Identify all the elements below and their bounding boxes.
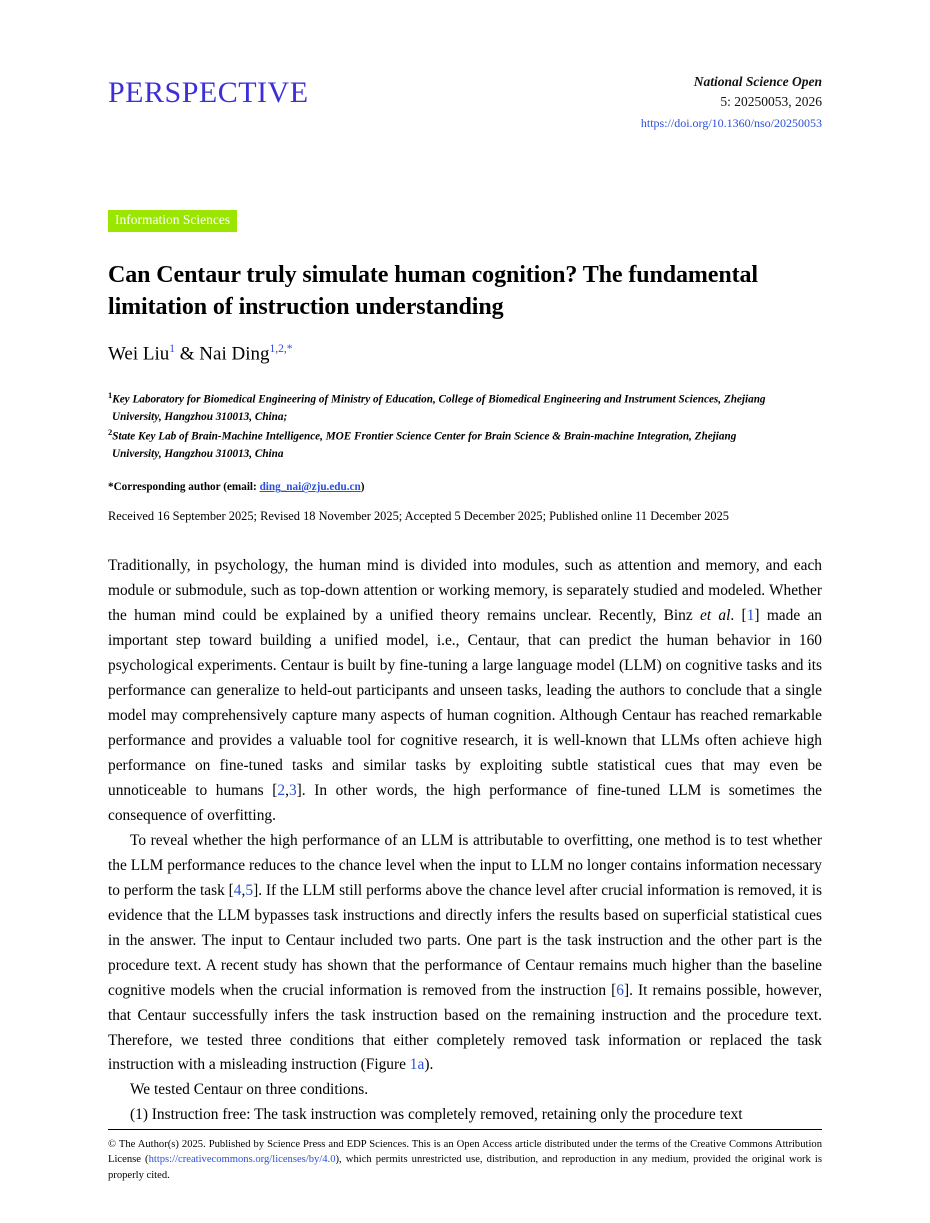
paragraph-2 — [108, 829, 822, 1079]
category-badge: Information Sciences — [108, 210, 237, 232]
citation-3[interactable]: 3 — [288, 782, 297, 799]
footer-text-part2: ), which permits unrestricted use, distribution, and reproduction in any medium, provided the original work is properly cited. — [108, 1154, 822, 1181]
page-header — [108, 72, 822, 134]
author-2-affil-marker[interactable]: 1,2,* — [269, 342, 293, 355]
citation-2[interactable]: 2 — [277, 782, 286, 799]
journal-name: National Science Open — [693, 74, 822, 89]
affiliations — [108, 389, 822, 464]
p1-etal: et al — [700, 607, 731, 625]
affiliation-2-marker: 2 — [108, 426, 113, 437]
p2-text-c: ]. If the LLM still performs above the chance level after crucial information is removed, it is evidence that the LLM bypasses task instructions and directly infers the results based on superficial statistical cues in the answer. The input to Centaur included two parts. One part is the task instruction and the other part is the procedure text. A recent study has shown that the performance of Centaur remains much higher than the baseline cognitive models when the crucial information is removed from the instruction [ — [108, 881, 822, 999]
footer-text-part1: © The Author(s) 2025. Published by Science Press and EDP Sciences. This is an Open Access article distributed under the terms of the Creative Commons Attribution License ( — [108, 1138, 822, 1166]
citation-5[interactable]: 5 — [245, 881, 254, 899]
article-history: Received 16 September 2025; Revised 18 November 2025; Accepted 5 December 2025; Published online 11 December 2025 — [108, 509, 729, 524]
p1-text-a: Traditionally, in psychology, the human mind is divided into modules, such as attention and memory, and each module or submodule, such as top-down attention or working memory, is separately studied and modeled. Whether the human mind could be explained by a unified theory remains unclear. Recently, Binz — [108, 557, 822, 625]
corresponding-email-link[interactable]: ding_nai@zju.edu.cn — [259, 481, 361, 494]
corresponding-author — [108, 481, 822, 493]
affiliation-1-line1: Key Laboratory for Biomedical Engineering of Ministry of Education, College of Biomedical Engineering and Instrument Sciences, Zhejiang — [112, 393, 766, 406]
p2-text-a: To reveal whether the high performance of an LLM is attributable to overfitting, one method is to test whether the LLM performance reduces to the chance level when the input to LLM no longer contains information necessary to perform the task [ — [108, 831, 822, 899]
affiliation-1-marker: 1 — [108, 389, 113, 400]
author-separator: & — [175, 342, 200, 364]
paragraph-1 — [108, 554, 822, 828]
journal-info — [641, 72, 822, 134]
p1-text-d: , — [285, 782, 289, 799]
p1-text-c: ] made an important step toward building a unified model, i.e., Centaur, that can predict the human behavior in 160 psychological experiments. Centaur is built by fine-tuning a large language model (LLM) on cognitive tasks and its performance can generalize to held-out participants and unseen tasks, leading the authors to conclude that a single model may comprehensively capture many aspects of human cognition. Although Centaur has reached remarkable performance and provides a valuable tool for cognitive research, it is well-known that LLMs often achieve high performance on fine-tuned tasks and similar tasks by exploiting subtle statistical cues that may even be unnoticeable to humans [ — [108, 607, 822, 799]
citation-1[interactable]: 1 — [746, 607, 755, 625]
author-1-affil-marker[interactable]: 1 — [169, 342, 176, 355]
category-badge-row — [108, 210, 822, 232]
affiliation-2 — [108, 426, 822, 446]
affiliation-1-cont: University, Hangzhou 310013, China; — [112, 410, 288, 423]
article-body — [108, 554, 822, 1128]
figure-reference-1a[interactable]: 1a — [409, 1056, 425, 1074]
paragraph-3: We tested Centaur on three conditions. — [130, 1081, 369, 1099]
author-list — [108, 342, 822, 367]
p1-text-b: . [ — [730, 607, 747, 625]
article-type-label: PERSPECTIVE — [108, 76, 309, 109]
affiliation-2-cont: University, Hangzhou 310013, China — [112, 448, 284, 461]
page-footer — [108, 1129, 822, 1183]
corresponding-suffix: ) — [360, 481, 365, 494]
page-title: Can Centaur truly simulate human cognition? The fundamental limitation of instruction understanding — [108, 262, 758, 320]
corresponding-prefix: *Corresponding author (email: — [108, 481, 260, 494]
affiliation-1 — [108, 389, 822, 409]
p2-text-b: , — [241, 881, 246, 899]
affiliation-2-line1: State Key Lab of Brain-Machine Intelligence, MOE Frontier Science Center for Brain Science & Brain-machine Integration, Zhejiang — [112, 430, 737, 443]
paragraph-4: (1) Instruction free: The task instruction was completely removed, retaining only the procedure text — [130, 1106, 743, 1124]
citation-4[interactable]: 4 — [233, 881, 242, 899]
author-1-name: Wei Liu — [108, 342, 170, 364]
author-2-name: Nai Ding — [199, 342, 270, 364]
journal-volume: 5: 20250053, 2026 — [720, 93, 822, 109]
p2-text-d: ]. It remains possible, however, that Centaur successfully infers the task instruction based on the remaining instruction and the procedure text. Therefore, we tested three conditions that either completely removed task information or replaced the task instruction with a misleading instruction (Figure — [108, 981, 822, 1074]
license-link[interactable]: https://creativecommons.org/licenses/by/4.0 — [148, 1154, 336, 1166]
p1-text-e: ]. In other words, the high performance of fine-tuned LLM is sometimes the consequence of overfitting. — [108, 782, 822, 824]
p2-text-e: ). — [424, 1056, 434, 1074]
citation-6[interactable]: 6 — [616, 981, 624, 999]
doi-link[interactable]: https://doi.org/10.1360/nso/20250053 — [640, 116, 822, 131]
